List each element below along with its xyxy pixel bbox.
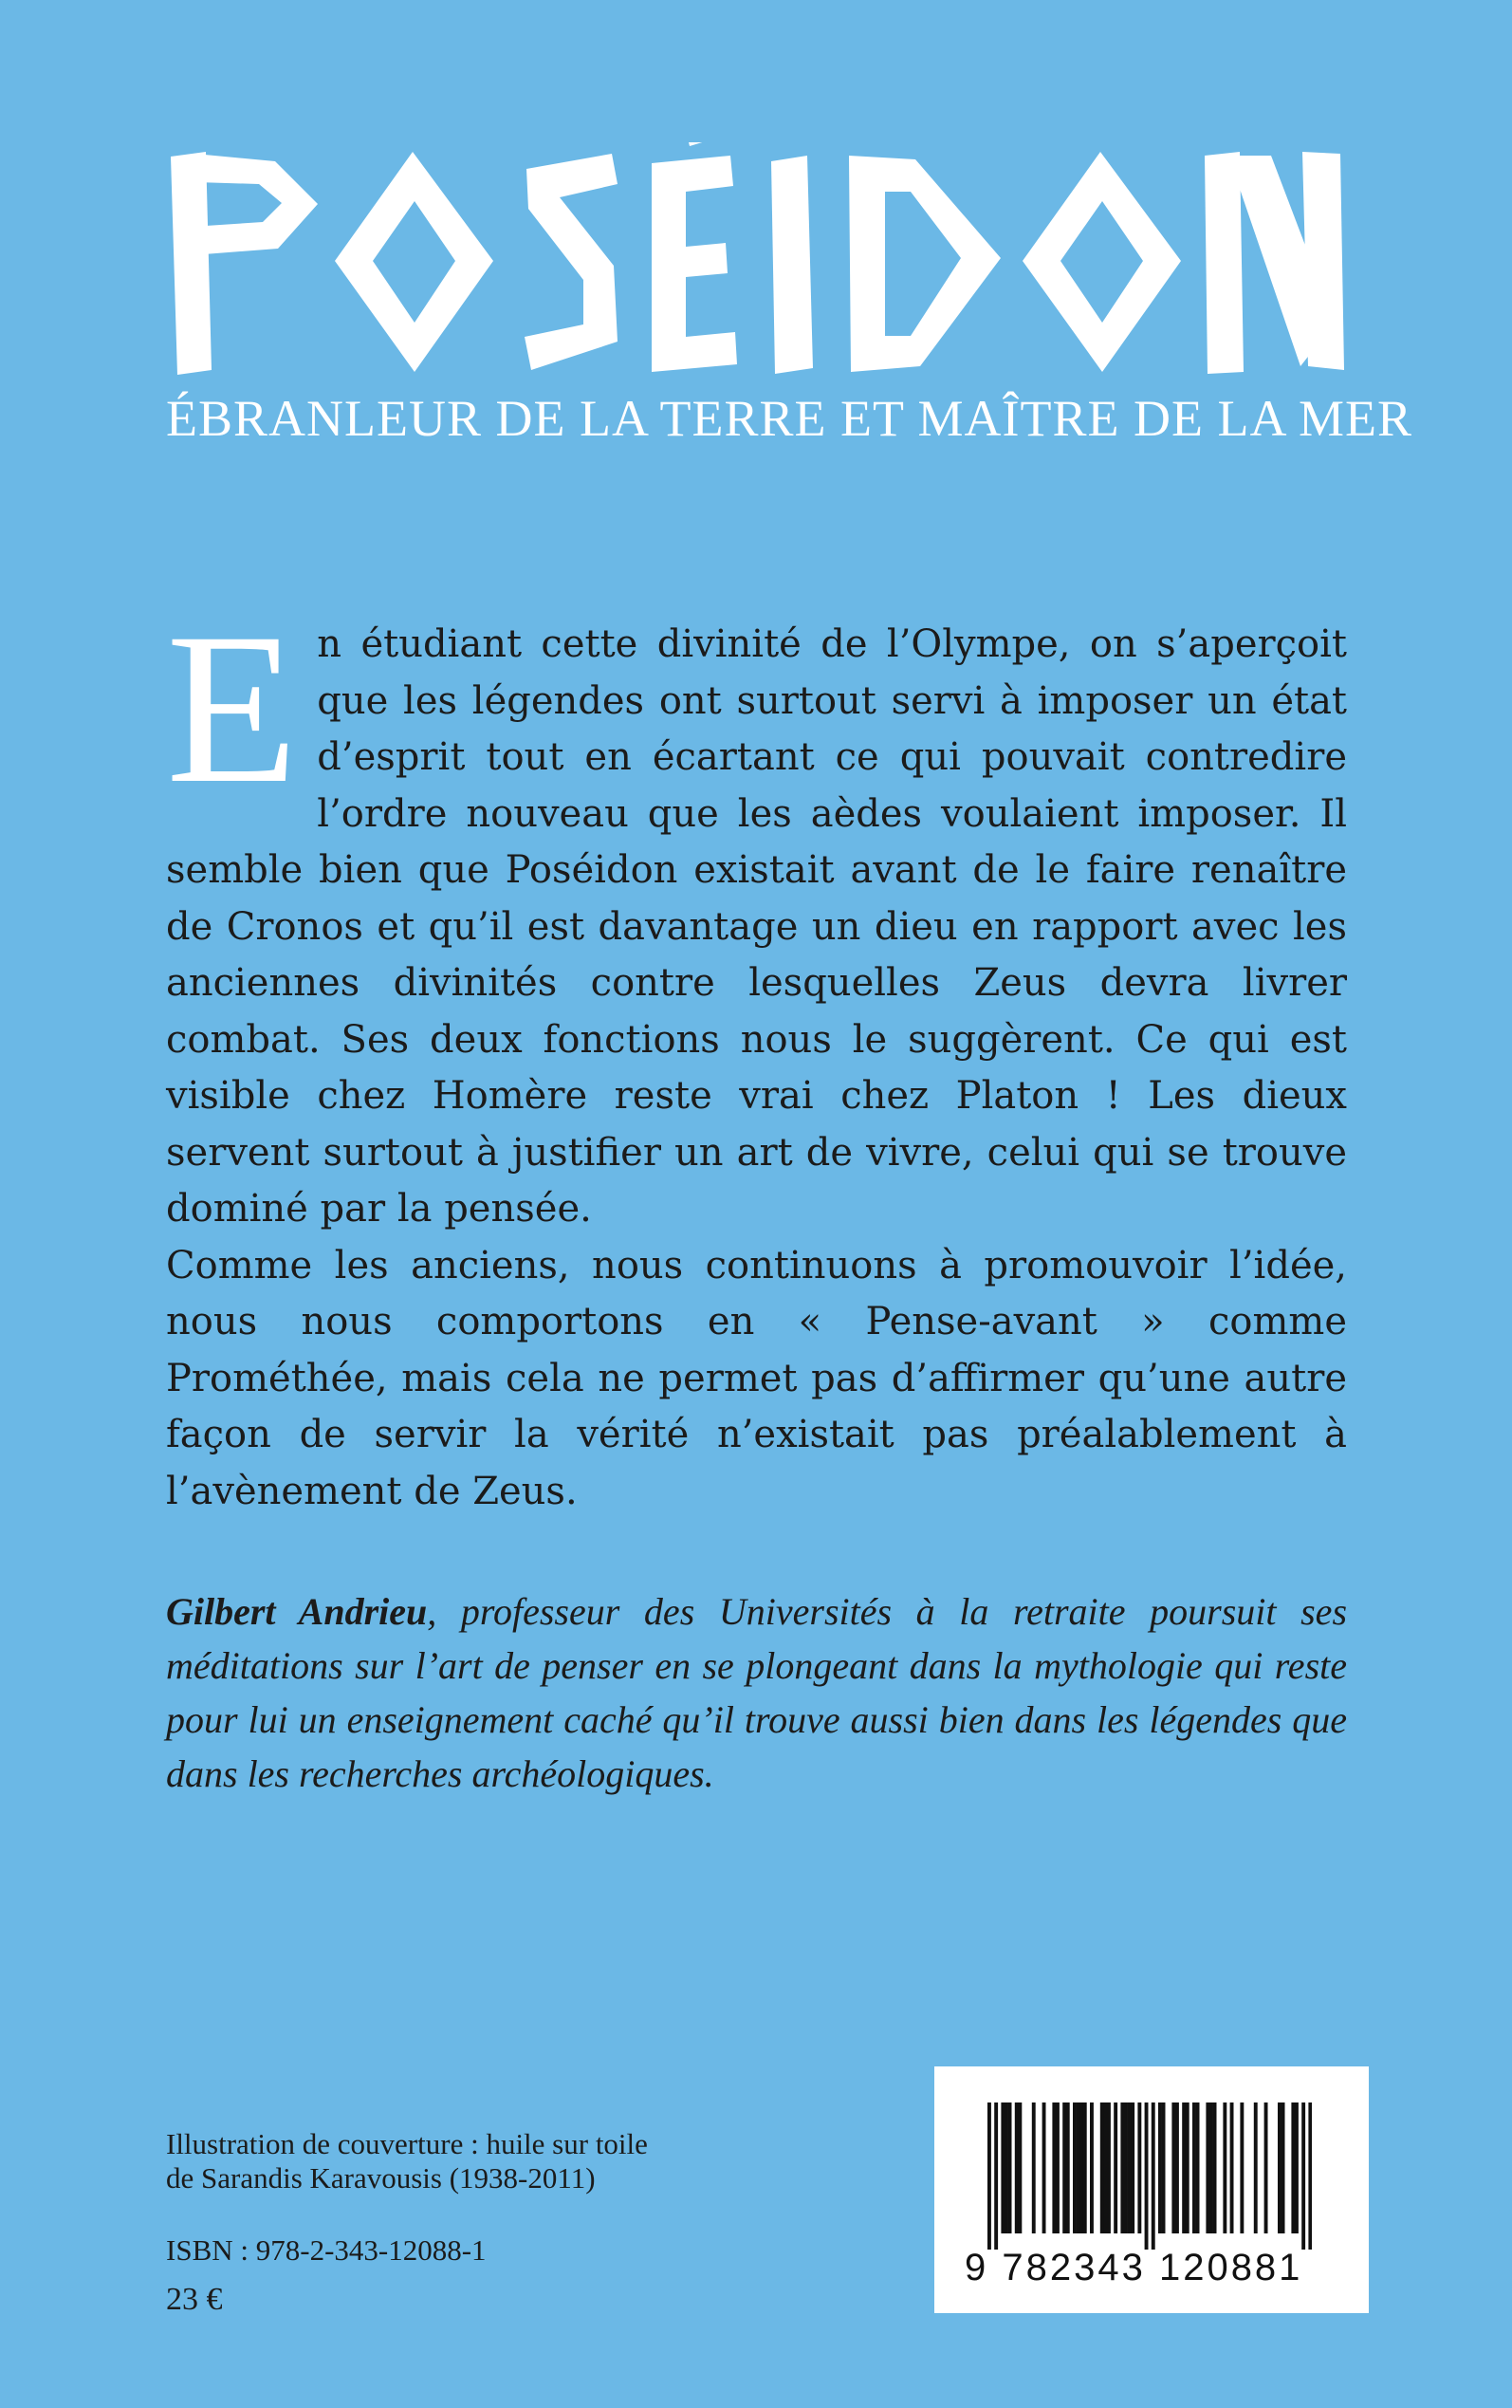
barcode-bar	[1175, 2102, 1179, 2233]
book-title	[166, 142, 1347, 380]
barcode-bar	[1090, 2102, 1094, 2233]
book-subtitle: ÉBRANLEUR DE LA TERRE ET MAÎTRE DE LA MER	[166, 390, 1412, 447]
barcode-bar	[1083, 2102, 1087, 2233]
barcode-bar	[1158, 2102, 1162, 2233]
barcode-bar	[1107, 2102, 1111, 2233]
barcode-bar	[1182, 2102, 1186, 2233]
barcode-bar	[1066, 2102, 1070, 2233]
barcode-bar	[1005, 2102, 1008, 2233]
barcode-bar	[1186, 2102, 1189, 2233]
title-lettering	[166, 142, 1347, 380]
illustration-credit	[166, 2127, 735, 2195]
barcode-bar	[1206, 2102, 1209, 2233]
illustration-credit-line-2: de Sarandis Karavousis (1938-2011)	[166, 2161, 596, 2195]
barcode-bar	[1114, 2102, 1117, 2233]
blurb	[166, 589, 1347, 1520]
barcode-bar	[1103, 2102, 1107, 2233]
barcode-bar	[1042, 2102, 1046, 2233]
barcode-bar	[1291, 2102, 1295, 2233]
barcode-bar	[1120, 2102, 1124, 2233]
barcode	[934, 2066, 1369, 2313]
barcode-bar	[1240, 2102, 1244, 2233]
blurb-paragraph-1-text: n étudiant cette divinité de l’Olympe, on s’aperçoit que les légendes ont surtout servi à imposer un état d’esprit tout en écartant ce qui pouvait contredire l’ordre nouveau que les aèdes voulaient imposer. Il semble bien que Poséidon existait avant de le faire renaître de Cronos et qu’il est davantage un dieu en rapport avec les anciennes divinités contre lesquelles Zeus devra livrer combat. Ses deux fonctions nous le suggèrent. Ce qui est visible chez Homère reste vrai chez Platon ! Les dieux servent surtout à justifier un art de vivre, celui qui se trouve dominé par la pensée.	[166, 622, 1347, 1231]
barcode-bar	[1196, 2102, 1200, 2233]
barcode-bar	[1077, 2102, 1080, 2233]
barcode-bar	[1100, 2102, 1104, 2233]
barcode-bar	[1308, 2102, 1312, 2250]
barcode-bar	[1230, 2102, 1234, 2233]
author-bio-text: , professeur des Universités à la retraite poursuit ses méditations sur l’art de penser en se plongeant dans la mythologie qui reste pour lui un enseignement caché qu’il trouve aussi bien dans les légendes que dans les recherches archéologiques.	[166, 1590, 1348, 1795]
author-name: Gilbert Andrieu	[166, 1590, 428, 1633]
barcode-bar	[1008, 2102, 1012, 2233]
barcode-bar	[1152, 2102, 1155, 2250]
barcode-bar	[1128, 2102, 1132, 2233]
barcode-bar	[1032, 2102, 1036, 2233]
barcode-bar	[1301, 2102, 1305, 2250]
barcode-bar	[1001, 2102, 1005, 2233]
barcode-bars	[987, 2102, 1312, 2250]
barcode-bar	[1213, 2102, 1217, 2233]
barcode-bar	[1015, 2102, 1019, 2233]
barcode-bar	[1278, 2102, 1282, 2233]
drop-cap: E	[166, 589, 299, 828]
barcode-bar	[1124, 2102, 1128, 2233]
barcode-bar	[987, 2102, 991, 2250]
blurb-paragraph-1	[166, 589, 1347, 1238]
author-bio	[166, 1584, 1347, 1801]
isbn: ISBN : 978-2-343-12088-1	[166, 2233, 487, 2267]
barcode-bar	[1052, 2102, 1056, 2233]
barcode-bar	[1056, 2102, 1060, 2233]
barcode-bar	[1223, 2102, 1226, 2233]
barcode-digits: 9 782343 120881	[965, 2247, 1303, 2288]
barcode-bar	[1079, 2102, 1083, 2233]
barcode-bar	[1192, 2102, 1196, 2233]
barcode-bar	[1282, 2102, 1285, 2233]
price: 23 €	[166, 2282, 223, 2317]
barcode-bar	[1254, 2102, 1258, 2233]
illustration-credit-line-1: Illustration de couverture : huile sur toile	[166, 2127, 648, 2160]
barcode-bar	[1264, 2102, 1268, 2233]
barcode-bar	[1209, 2102, 1213, 2233]
barcode-bar	[994, 2102, 998, 2250]
barcode-bar	[1295, 2102, 1299, 2233]
barcode-bar	[1171, 2102, 1175, 2233]
barcode-bar	[1062, 2102, 1066, 2233]
barcode-bar	[1018, 2102, 1022, 2233]
blurb-paragraph-2: Comme les anciens, nous continuons à promouvoir l’idée, nous nous comportons en « Pense-avant » comme Prométhée, mais cela ne permet pas d’affirmer qu’une autre façon de servir la vérité n’existait pas préalablement à l’avènement de Zeus.	[166, 1243, 1347, 1513]
barcode-bar	[1131, 2102, 1134, 2233]
barcode-bar	[1073, 2102, 1077, 2233]
barcode-bar	[1137, 2102, 1141, 2233]
barcode-bar	[1145, 2102, 1149, 2250]
barcode-bar	[1162, 2102, 1166, 2233]
